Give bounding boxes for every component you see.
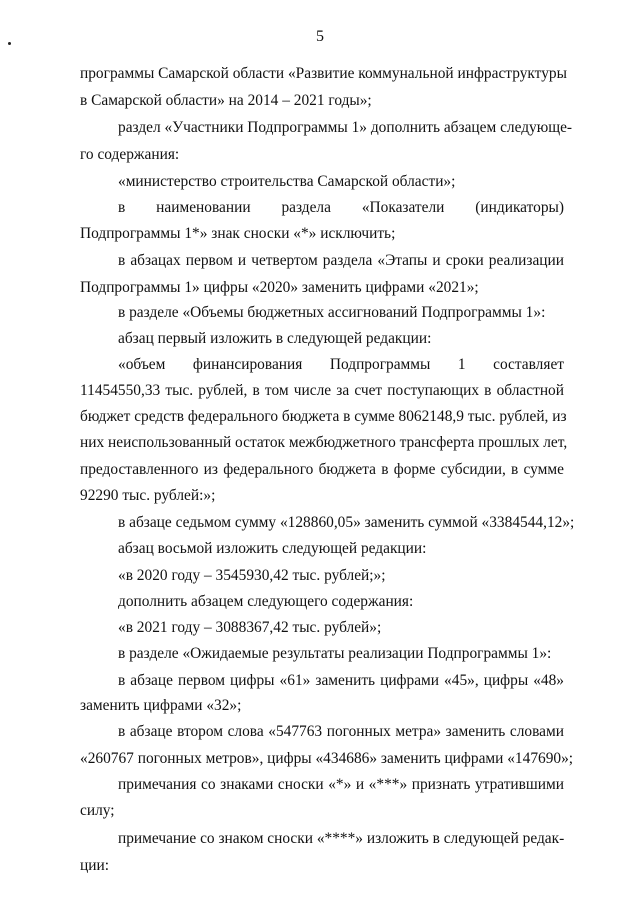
- text-line: силу;: [80, 802, 115, 819]
- text-line: примечания со знаками сноски «*» и «***» признать утратившими: [118, 776, 564, 793]
- text-line: «объем финансирования Подпрограммы 1 составляет: [118, 356, 564, 373]
- text-line: в абзаце первом цифры «61» заменить цифрами «45», цифры «48»: [118, 672, 564, 689]
- text-line: в разделе «Объемы бюджетных ассигнований Подпрограммы 1»:: [118, 304, 546, 321]
- text-line: в абзаце седьмом сумму «128860,05» заменить суммой «3384544,12»;: [118, 514, 575, 531]
- text-line: в наименовании раздела «Показатели (индикаторы): [118, 199, 564, 216]
- text-line: в абзаце втором слова «547763 погонных метра» заменить словами: [118, 723, 564, 740]
- text-line: дополнить абзацем следующего содержания:: [118, 593, 414, 610]
- text-line: них неиспользованный остаток межбюджетного трансферта прошлых лет,: [80, 434, 568, 451]
- text-line: Подпрограммы 1» цифры «2020» заменить цифрами «2021»;: [80, 279, 479, 296]
- page-number: 5: [316, 28, 324, 45]
- text-line: 92290 тыс. рублей:»;: [80, 487, 216, 504]
- text-line: раздел «Участники Подпрограммы 1» дополнить абзацем следующе-: [118, 119, 573, 136]
- text-line: заменить цифрами «32»;: [80, 697, 242, 714]
- text-line: «в 2020 году – 3545930,42 тыс. рублей;»;: [118, 567, 386, 584]
- text-line: «260767 погонных метров», цифры «434686» заменить цифрами «147690»;: [80, 750, 574, 767]
- text-line: «в 2021 году – 3088367,42 тыс. рублей»;: [118, 619, 382, 636]
- text-line: ции:: [80, 857, 109, 874]
- text-line: 11454550,33 тыс. рублей, в том числе за счет поступающих в областной: [80, 382, 564, 399]
- text-line: абзац первый изложить в следующей редакции:: [118, 330, 432, 347]
- text-line: в абзацах первом и четвертом раздела «Этапы и сроки реализации: [118, 252, 564, 269]
- text-line: го содержания:: [80, 146, 180, 163]
- text-line: бюджет средств федерального бюджета в сумме 8062148,9 тыс. рублей, из: [80, 408, 567, 425]
- text-line: абзац восьмой изложить следующей редакции:: [118, 540, 427, 557]
- text-line: Подпрограммы 1*» знак сноски «*» исключить;: [80, 225, 396, 242]
- text-line: «министерство строительства Самарской области»;: [118, 173, 456, 190]
- text-line: примечание со знаком сноски «****» изложить в следующей редак-: [118, 830, 565, 847]
- text-line: в Самарской области» на 2014 – 2021 годы»;: [80, 92, 372, 109]
- text-line: предоставленного из федерального бюджета в форме субсидии, в сумме: [80, 461, 564, 478]
- text-line: в разделе «Ожидаемые результаты реализации Подпрограммы 1»:: [118, 645, 552, 662]
- text-line: программы Самарской области «Развитие коммунальной инфраструктуры: [80, 65, 567, 82]
